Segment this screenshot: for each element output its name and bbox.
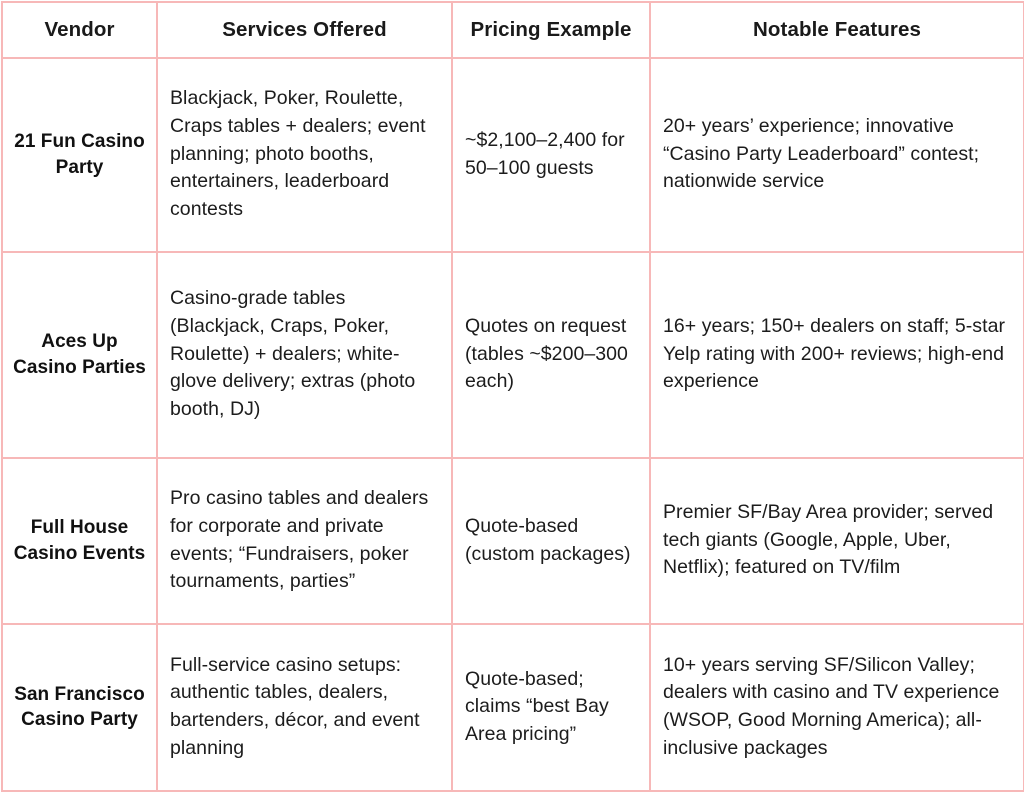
column-header-vendor: Vendor xyxy=(2,2,157,58)
cell-features: 16+ years; 150+ dealers on staff; 5-star Yelp rating with 200+ reviews; high-end experience xyxy=(650,252,1024,458)
vendor-comparison-table xyxy=(1,1,1024,792)
cell-services: Pro casino tables and dealers for corporate and private events; “Fundraisers, poker tournaments, parties” xyxy=(157,458,452,624)
cell-features: 20+ years’ experience; innovative “Casino Party Leaderboard” contest; nationwide service xyxy=(650,58,1024,252)
cell-pricing: Quote-based (custom packages) xyxy=(452,458,650,624)
cell-features: 10+ years serving SF/Silicon Valley; dealers with casino and TV experience (WSOP, Good Morning America); all-inclusive packages xyxy=(650,624,1024,791)
cell-vendor: Full House Casino Events xyxy=(2,458,157,624)
cell-vendor: San Francisco Casino Party xyxy=(2,624,157,791)
cell-pricing: Quotes on request (tables ~$200–300 each) xyxy=(452,252,650,458)
table-header-row xyxy=(2,2,1024,58)
cell-services: Blackjack, Poker, Roulette, Craps tables + dealers; event planning; photo booths, entertainers, leaderboard contests xyxy=(157,58,452,252)
cell-pricing: ~$2,100–2,400 for 50–100 guests xyxy=(452,58,650,252)
cell-vendor: 21 Fun Casino Party xyxy=(2,58,157,252)
table-row xyxy=(2,624,1024,791)
column-header-services: Services Offered xyxy=(157,2,452,58)
cell-services: Casino-grade tables (Blackjack, Craps, Poker, Roulette) + dealers; white-glove delivery; extras (photo booth, DJ) xyxy=(157,252,452,458)
cell-pricing: Quote-based; claims “best Bay Area pricing” xyxy=(452,624,650,791)
cell-features: Premier SF/Bay Area provider; served tech giants (Google, Apple, Uber, Netflix); featured on TV/film xyxy=(650,458,1024,624)
table-row xyxy=(2,252,1024,458)
cell-services: Full-service casino setups: authentic tables, dealers, bartenders, décor, and event planning xyxy=(157,624,452,791)
column-header-features: Notable Features xyxy=(650,2,1024,58)
table-header xyxy=(2,2,1024,58)
table-row xyxy=(2,458,1024,624)
table-body xyxy=(2,58,1024,791)
cell-vendor: Aces Up Casino Parties xyxy=(2,252,157,458)
column-header-pricing: Pricing Example xyxy=(452,2,650,58)
table-row xyxy=(2,58,1024,252)
